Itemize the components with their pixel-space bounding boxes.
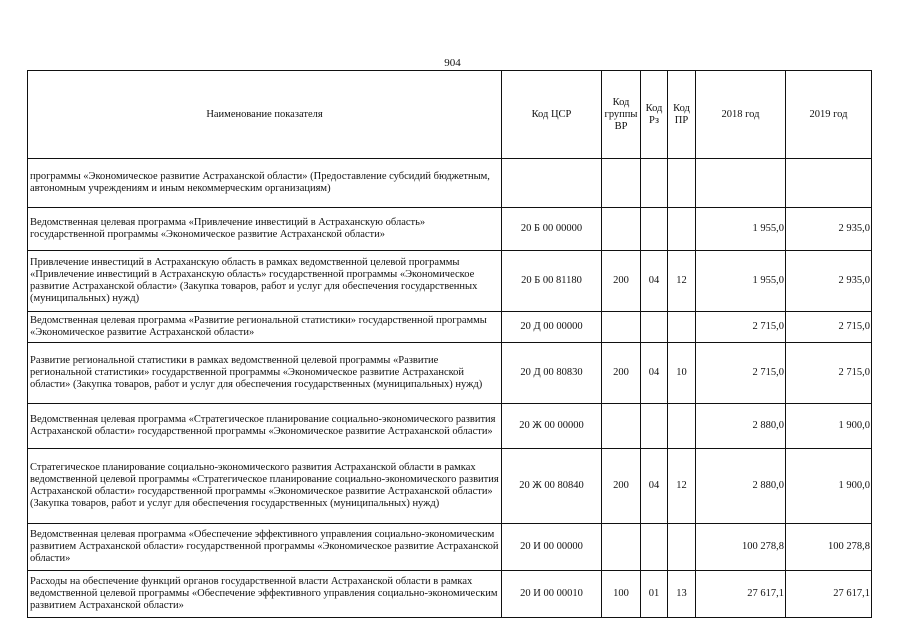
row-rz: 04 <box>641 449 668 524</box>
row-2018: 1 955,0 <box>696 251 786 312</box>
header-vr: Код группы ВР <box>602 71 641 159</box>
table-row <box>28 404 872 449</box>
row-2018: 1 955,0 <box>696 208 786 251</box>
row-2018: 2 880,0 <box>696 404 786 449</box>
row-2019: 100 278,8 <box>786 524 872 571</box>
row-name: Развитие региональной статистики в рамках ведомственной целевой программы «Развитие региональной статистики» государственной программы «Экономическое развитие Астраханской области» (Закупка товаров, работ и услуг для обеспечения государственных (муниципальных) нужд) <box>28 343 502 404</box>
row-2019: 1 900,0 <box>786 404 872 449</box>
row-name: Ведомственная целевая программа «Развитие региональной статистики» государственной программы «Экономическое развитие Астраханской области» <box>28 312 502 343</box>
table-row <box>28 251 872 312</box>
row-vr: 100 <box>602 571 641 618</box>
row-2018: 2 880,0 <box>696 449 786 524</box>
row-csr: 20 Д 00 00000 <box>502 312 602 343</box>
row-pr <box>668 404 696 449</box>
table-row <box>28 524 872 571</box>
budget-table <box>27 70 872 618</box>
row-rz <box>641 524 668 571</box>
row-2018: 2 715,0 <box>696 312 786 343</box>
row-rz: 04 <box>641 343 668 404</box>
row-name: Ведомственная целевая программа «Привлечение инвестиций в Астраханскую область» государственной программы «Экономическое развитие Астраханской области» <box>28 208 502 251</box>
table-row <box>28 208 872 251</box>
row-vr <box>602 208 641 251</box>
row-csr <box>502 159 602 208</box>
row-2019: 27 617,1 <box>786 571 872 618</box>
row-pr <box>668 524 696 571</box>
header-pr: Код ПР <box>668 71 696 159</box>
row-vr: 200 <box>602 449 641 524</box>
row-2019: 2 715,0 <box>786 312 872 343</box>
row-csr: 20 Д 00 80830 <box>502 343 602 404</box>
row-csr: 20 Б 00 00000 <box>502 208 602 251</box>
header-2018: 2018 год <box>696 71 786 159</box>
row-csr: 20 Ж 00 80840 <box>502 449 602 524</box>
row-csr: 20 И 00 00000 <box>502 524 602 571</box>
header-rz: Код Рз <box>641 71 668 159</box>
row-rz <box>641 312 668 343</box>
row-pr: 12 <box>668 449 696 524</box>
table-row <box>28 159 872 208</box>
row-name: Стратегическое планирование социально-экономического развития Астраханской области в рамках ведомственной целевой программы «Стратегическое планирование социально-экономического развития Астраханской области» государственной программы «Экономическое развитие Астраханской области» (Закупка товаров, работ и услуг для обеспечения государственных (муниципальных) нужд) <box>28 449 502 524</box>
row-pr: 10 <box>668 343 696 404</box>
page-number: 904 <box>444 57 461 69</box>
row-2018: 100 278,8 <box>696 524 786 571</box>
row-rz <box>641 208 668 251</box>
header-name: Наименование показателя <box>28 71 502 159</box>
row-2019: 2 935,0 <box>786 208 872 251</box>
row-name: Привлечение инвестиций в Астраханскую область в рамках ведомственной целевой программы «Привлечение инвестиций в Астраханскую область» государственной программы «Экономическое развитие Астраханской области» (Закупка товаров, работ и услуг для обеспечения государственных (муниципальных) нужд) <box>28 251 502 312</box>
row-vr <box>602 404 641 449</box>
row-vr: 200 <box>602 251 641 312</box>
row-rz: 04 <box>641 251 668 312</box>
table-header-row <box>28 71 872 159</box>
row-2018: 27 617,1 <box>696 571 786 618</box>
row-vr: 200 <box>602 343 641 404</box>
row-2019: 2 715,0 <box>786 343 872 404</box>
row-2019: 2 935,0 <box>786 251 872 312</box>
row-pr <box>668 312 696 343</box>
row-name: программы «Экономическое развитие Астраханской области» (Предоставление субсидий бюджетным, автономным учреждениям и иным некоммерческим организациям) <box>28 159 502 208</box>
row-rz <box>641 404 668 449</box>
table-row <box>28 343 872 404</box>
row-pr: 13 <box>668 571 696 618</box>
row-rz: 01 <box>641 571 668 618</box>
row-vr <box>602 312 641 343</box>
row-2019: 1 900,0 <box>786 449 872 524</box>
row-csr: 20 Ж 00 00000 <box>502 404 602 449</box>
row-rz <box>641 159 668 208</box>
header-csr: Код ЦСР <box>502 71 602 159</box>
table-row <box>28 571 872 618</box>
row-name: Ведомственная целевая программа «Стратегическое планирование социально-экономического развития Астраханской области» государственной программы «Экономическое развитие Астраханской области» <box>28 404 502 449</box>
row-pr <box>668 159 696 208</box>
row-name: Ведомственная целевая программа «Обеспечение эффективного управления социально-экономическим развитием Астраханской области» государственной программы «Экономическое развитие Астраханской области» <box>28 524 502 571</box>
row-2018: 2 715,0 <box>696 343 786 404</box>
row-csr: 20 И 00 00010 <box>502 571 602 618</box>
table-row <box>28 449 872 524</box>
row-csr: 20 Б 00 81180 <box>502 251 602 312</box>
row-vr <box>602 159 641 208</box>
header-2019: 2019 год <box>786 71 872 159</box>
row-pr <box>668 208 696 251</box>
row-name: Расходы на обеспечение функций органов государственной власти Астраханской области в рамках ведомственной целевой программы «Обеспечение эффективного управления социально-экономическим развитием Астраханской области» <box>28 571 502 618</box>
row-2018 <box>696 159 786 208</box>
row-2019 <box>786 159 872 208</box>
row-pr: 12 <box>668 251 696 312</box>
table-row <box>28 312 872 343</box>
row-vr <box>602 524 641 571</box>
